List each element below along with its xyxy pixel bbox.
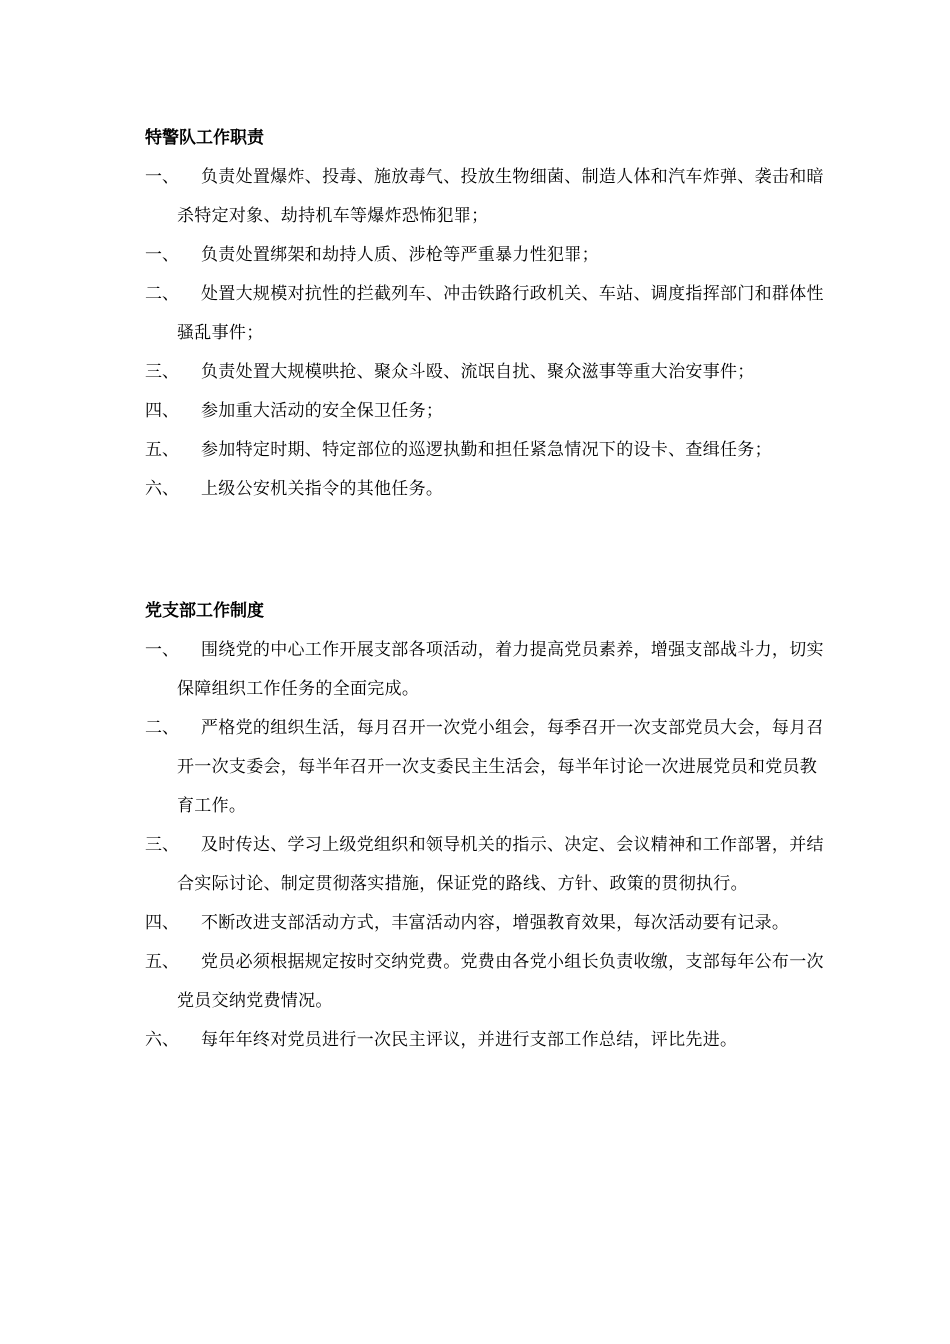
item-text: 处置大规模对抗性的拦截列车、冲击铁路行政机关、车站、调度指挥部门和群体性骚乱事件； <box>177 284 824 343</box>
list-item <box>145 275 825 353</box>
item-number: 一、 <box>145 245 179 265</box>
list-item <box>145 631 825 709</box>
section-title: 特警队工作职责 <box>145 128 264 148</box>
item-text: 参加特定时期、特定部位的巡逻执勤和担任紧急情况下的设卡、查缉任务； <box>201 440 772 460</box>
section-special-police-duties <box>145 118 825 509</box>
item-text: 围绕党的中心工作开展支部各项活动，着力提高党员素养，增强支部战斗力，切实保障组织工作任务的全面完成。 <box>177 640 824 699</box>
list-item <box>145 1021 825 1060</box>
list-item <box>145 943 825 1021</box>
item-number: 三、 <box>145 835 179 855</box>
list-item <box>145 431 825 470</box>
item-text: 负责处置爆炸、投毒、施放毒气、投放生物细菌、制造人体和汽车炸弹、袭击和暗杀特定对象、劫持机车等爆炸恐怖犯罪； <box>177 167 824 226</box>
item-text: 不断改进支部活动方式，丰富活动内容，增强教育效果，每次活动要有记录。 <box>201 913 790 933</box>
item-number: 四、 <box>145 401 179 421</box>
section-party-branch-rules <box>145 591 825 1060</box>
item-text: 上级公安机关指令的其他任务。 <box>201 479 444 499</box>
list-item <box>145 236 825 275</box>
item-text: 负责处置绑架和劫持人质、涉枪等严重暴力性犯罪； <box>201 245 599 265</box>
item-number: 三、 <box>145 362 179 382</box>
item-number: 一、 <box>145 640 179 660</box>
list-item <box>145 470 825 509</box>
item-number: 二、 <box>145 284 179 304</box>
item-number: 六、 <box>145 479 179 499</box>
list-item <box>145 158 825 236</box>
item-text: 参加重大活动的安全保卫任务； <box>201 401 444 421</box>
item-number: 五、 <box>145 952 179 972</box>
section-title: 党支部工作制度 <box>145 601 264 621</box>
item-number: 六、 <box>145 1030 179 1050</box>
item-text: 负责处置大规模哄抢、聚众斗殴、流氓自扰、聚众滋事等重大治安事件； <box>201 362 755 382</box>
item-text: 每年年终对党员进行一次民主评议，并进行支部工作总结，评比先进。 <box>201 1030 738 1050</box>
item-text: 严格党的组织生活，每月召开一次党小组会，每季召开一次支部党员大会，每月召开一次支委会，每半年召开一次支委民主生活会，每半年讨论一次进展党员和党员教育工作。 <box>177 718 824 816</box>
list-item <box>145 709 825 826</box>
list-item <box>145 904 825 943</box>
item-text: 党员必须根据规定按时交纳党费。党费由各党小组长负责收缴，支部每年公布一次党员交纳党费情况。 <box>177 952 824 1011</box>
item-text: 及时传达、学习上级党组织和领导机关的指示、决定、会议精神和工作部署，并结合实际讨论、制定贯彻落实措施，保证党的路线、方针、政策的贯彻执行。 <box>177 835 824 894</box>
item-number: 四、 <box>145 913 179 933</box>
list-item <box>145 392 825 431</box>
item-number: 二、 <box>145 718 179 738</box>
item-number: 五、 <box>145 440 179 460</box>
list-item <box>145 826 825 904</box>
list-item <box>145 353 825 392</box>
item-number: 一、 <box>145 167 179 187</box>
